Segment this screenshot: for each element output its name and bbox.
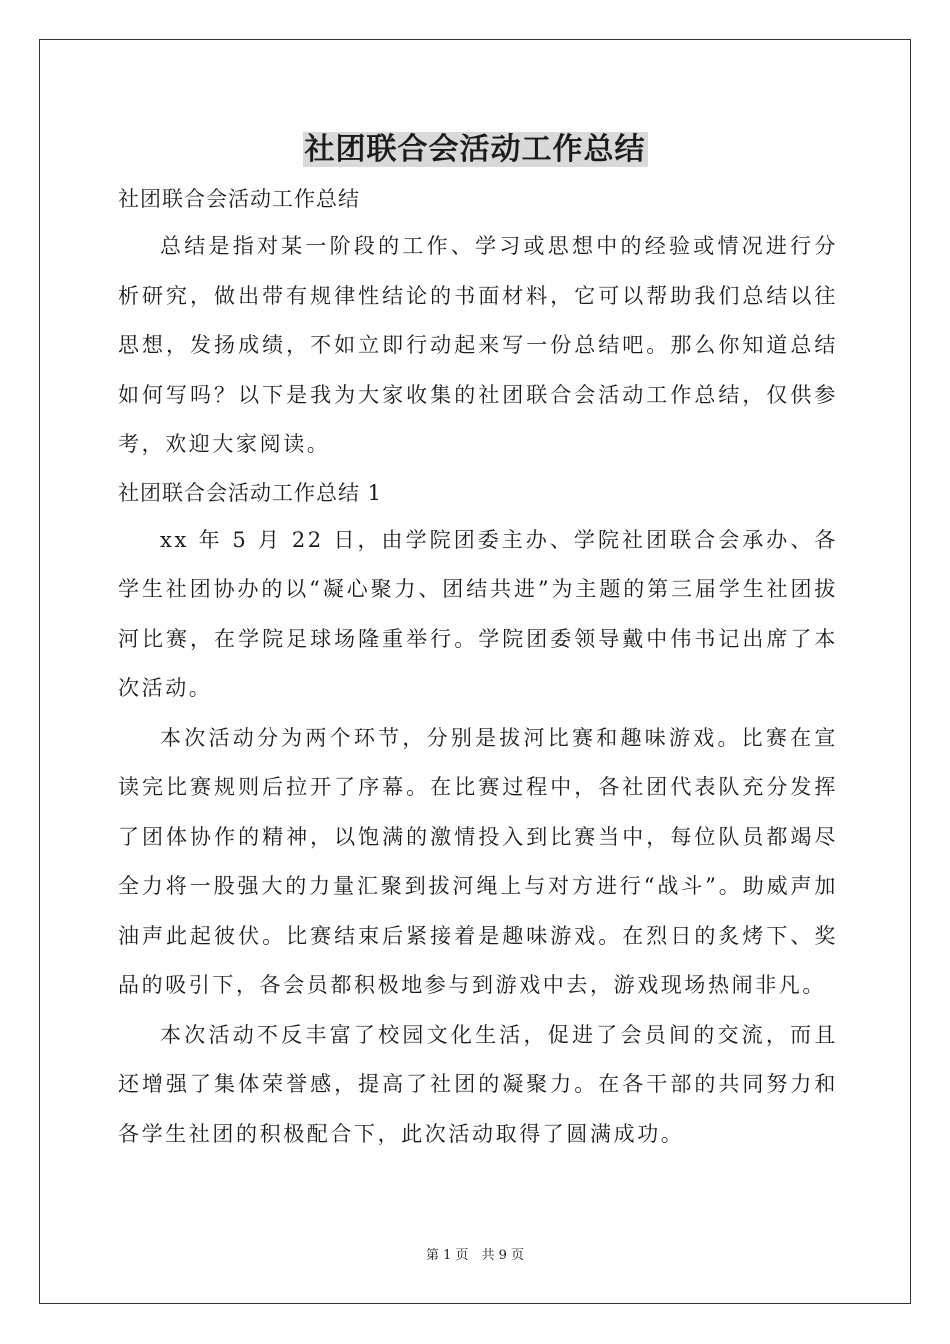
section-1-paragraph: xx 年 5 月 22 日，由学院团委主办、学院社团联合会承办、各学生社团协办的以“凝心聚力、团结共进”为主题的第三届学生社团拔河比赛，在学院足球场隆重举行。学院团委领导戴中伟书记出席了本次活动。 — [118, 527, 838, 700]
section-1-paragraph: 本次活动分为两个环节，分别是拔河比赛和趣味游戏。比赛在宣读完比赛规则后拉开了序幕。在比赛过程中，各社团代表队充分发挥了团体协作的精神，以饱满的激情投入到比赛当中，每位队员都竭尽全力将一股强大的力量汇聚到拔河绳上与对方进行“战斗”。助威声加油声此起彼伏。比赛结束后紧接着是趣味游戏。在烈日的炙烤下、奖品的吸引下，各会员都积极地参与到游戏中去，游戏现场热闹非凡。 — [118, 725, 838, 997]
document-body — [118, 176, 838, 1159]
section-1-paragraph: 本次活动不反丰富了校园文化生活，促进了会员间的交流，而且还增强了集体荣誉感，提高了社团的凝聚力。在各干部的共同努力和各学生社团的积极配合下，此次活动取得了圆满成功。 — [118, 1022, 838, 1146]
intro-paragraph: 总结是指对某一阶段的工作、学习或思想中的经验或情况进行分析研究，做出带有规律性结论的书面材料，它可以帮助我们总结以往思想，发扬成绩，不如立即行动起来写一份总结吧。那么你知道总结如何写吗？以下是我为大家收集的社团联合会活动工作总结，仅供参考，欢迎大家阅读。 — [118, 234, 838, 456]
document-title-text: 社团联合会活动工作总结 — [304, 132, 646, 167]
section-1-heading: 社团联合会活动工作总结 1 — [118, 480, 383, 505]
document-title — [0, 127, 950, 173]
document-subtitle: 社团联合会活动工作总结 — [118, 187, 360, 211]
page-footer — [0, 1244, 950, 1263]
page-number-label: 第 1 页 共 9 页 — [425, 1248, 525, 1263]
